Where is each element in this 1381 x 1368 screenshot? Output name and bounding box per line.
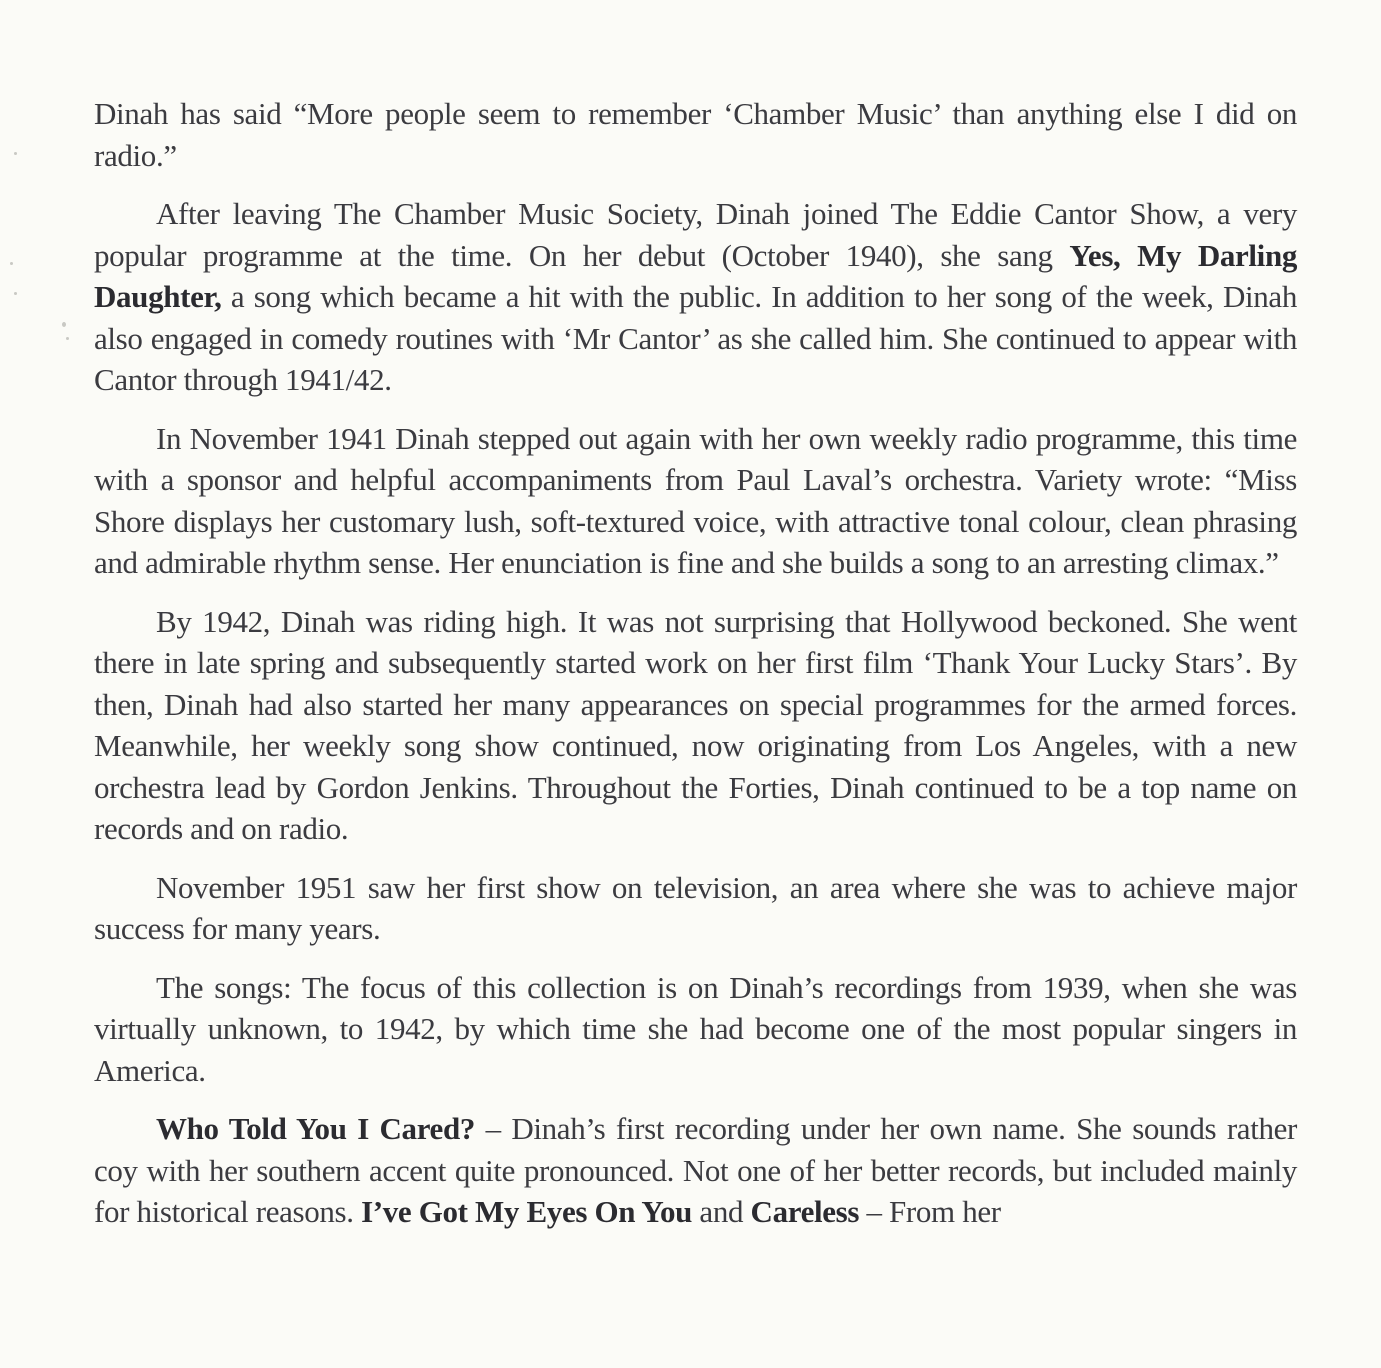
bold-song-title: Who Told You I Cared? xyxy=(156,1111,475,1146)
paragraph-text: a song which became a hit with the public. In addition to her song of the week, Dinah also engaged in comedy routines with ‘Mr Cantor’ as she called him. She continued to appear with Cantor through 1941/42. xyxy=(94,279,1297,397)
document-body xyxy=(94,93,1297,1250)
paper-speck xyxy=(62,322,66,327)
paragraph xyxy=(94,867,1297,950)
paper-speck xyxy=(66,337,69,340)
paper-speck xyxy=(14,152,17,155)
paragraph-text: After leaving The Chamber Music Society, Dinah joined The Eddie Cantor Show, a very popular programme at the time. On her debut (October 1940), she sang xyxy=(94,196,1297,273)
paragraph-text: and xyxy=(692,1194,751,1229)
bold-song-title: Yes, My Darling Daughter, xyxy=(94,237,1297,314)
paper-speck xyxy=(14,292,17,295)
paragraph-text: In November 1941 Dinah stepped out again with her own weekly radio programme, this time with a sponsor and helpful accompaniments from Paul Laval’s orchestra. Variety wrote: “Miss Shore displays her customary lush, soft-textured voice, with attractive tonal colour, clean phrasing and admirable rhythm sense. Her enunciation is fine and she builds a song to an arresting climax.” xyxy=(94,420,1297,580)
paper-speck xyxy=(10,262,13,265)
paragraph xyxy=(94,193,1297,401)
bold-song-title: I’ve Got My Eyes On You xyxy=(361,1194,693,1229)
bold-song-title: Careless xyxy=(750,1194,860,1229)
paragraph xyxy=(94,967,1297,1092)
paragraph xyxy=(94,1108,1297,1233)
paragraph-text: By 1942, Dinah was riding high. It was not surprising that Hollywood beckoned. She went there in late spring and subsequently started work on her first film ‘Thank Your Lucky Stars’. By then, Dinah had also started her many appearances on special programmes for the armed forces. Meanwhile, her weekly song show continued, now originating from Los Angeles, with a new orchestra lead by Gordon Jenkins. Throughout the Forties, Dinah continued to be a top name on records and on radio. xyxy=(94,603,1297,846)
paragraph xyxy=(94,601,1297,850)
paragraph-text: – Dinah’s first recording under her own name. She sounds rather coy with her southern accent quite pronounced. Not one of her better records, but included mainly for historical reasons. xyxy=(94,1111,1297,1229)
paragraph xyxy=(94,93,1297,176)
paragraph-text: The songs: The focus of this collection is on Dinah’s recordings from 1939, when she was virtually unknown, to 1942, by which time she had become one of the most popular singers in America. xyxy=(94,969,1297,1088)
paragraph-text: Dinah has said “More people seem to remember ‘Chamber Music’ than anything else I did on radio.” xyxy=(94,96,1297,173)
paragraph-text: – From her xyxy=(859,1194,1001,1229)
paragraph xyxy=(94,418,1297,584)
paragraph-text: November 1951 saw her first show on television, an area where she was to achieve major success for many years. xyxy=(94,869,1297,946)
